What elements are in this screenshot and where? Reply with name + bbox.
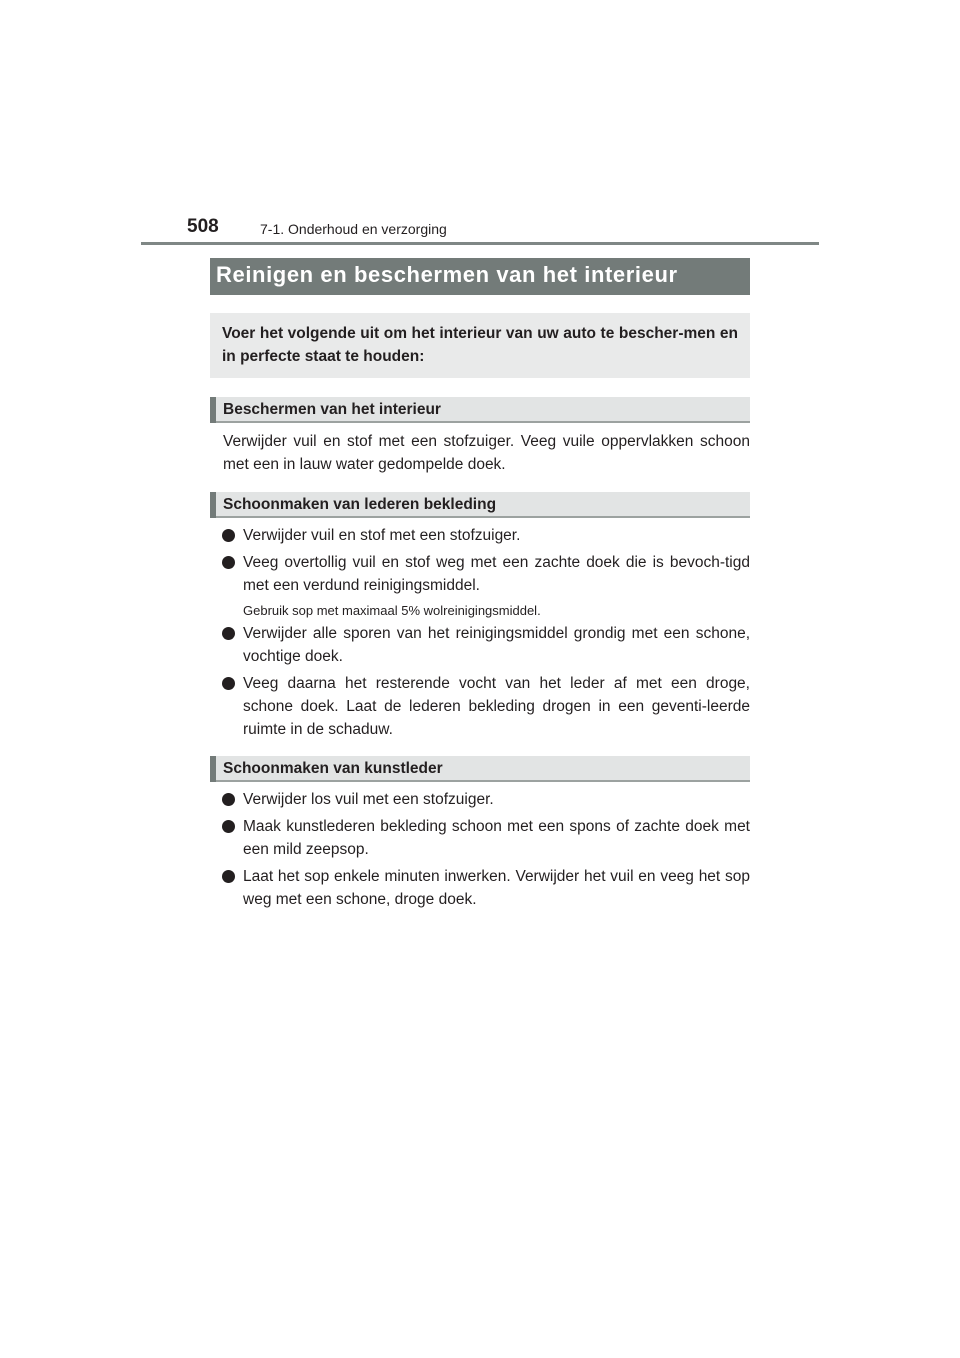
list-item	[243, 672, 750, 741]
leather-note: Gebruik sop met maximaal 5% wolreinigingsmiddel.	[243, 603, 541, 618]
leather-list	[210, 524, 750, 597]
subhead-leather: Schoonmaken van lederen bekleding	[210, 492, 750, 518]
bullet-icon	[222, 820, 235, 833]
list-item-text: Veeg daarna het resterende vocht van het leder af met een droge, schone doek. Laat de lederen bekleding drogen in een geventi-leerde ruimte in de schaduw.	[243, 675, 750, 738]
protect-text: Verwijder vuil en stof met een stofzuiger. Veeg vuile oppervlakken schoon met een in lauw water gedompelde doek.	[223, 433, 750, 473]
page-number: 508	[187, 216, 219, 237]
bullet-icon	[222, 556, 235, 569]
list-item-text: Verwijder los vuil met een stofzuiger.	[243, 791, 494, 808]
page-title: Reinigen en beschermen van het interieur	[210, 258, 750, 295]
list-item	[243, 551, 750, 597]
bullet-icon	[222, 870, 235, 883]
list-item-text: Veeg overtollig vuil en stof weg met een zachte doek die is bevoch-tigd met een verdund reinigingsmiddel.	[243, 554, 750, 594]
list-item	[243, 524, 750, 547]
intro-box: Voer het volgende uit om het interieur van uw auto te bescher-men en in perfecte staat te houden:	[210, 313, 750, 378]
bullet-icon	[222, 529, 235, 542]
bullet-icon	[222, 677, 235, 690]
list-item-text: Verwijder alle sporen van het reinigingsmiddel grondig met een schone, vochtige doek.	[243, 625, 750, 665]
header-rule	[141, 242, 819, 245]
list-item	[243, 815, 750, 861]
subhead-synthetic: Schoonmaken van kunstleder	[210, 756, 750, 782]
page-content	[210, 258, 750, 911]
list-item-text: Maak kunstlederen bekleding schoon met een spons of zachte doek met een mild zeepsop.	[243, 818, 750, 858]
list-item-text: Verwijder vuil en stof met een stofzuiger.	[243, 527, 521, 544]
section-reference: 7-1. Onderhoud en verzorging	[260, 221, 447, 237]
list-item	[243, 622, 750, 668]
synthetic-list	[210, 788, 750, 911]
bullet-icon	[222, 793, 235, 806]
bullet-icon	[222, 627, 235, 640]
leather-list-continued	[210, 622, 750, 741]
list-item	[243, 865, 750, 911]
list-item	[243, 788, 750, 811]
subhead-protect: Beschermen van het interieur	[210, 397, 750, 423]
list-item-text: Laat het sop enkele minuten inwerken. Verwijder het vuil en veeg het sop weg met een schone, droge doek.	[243, 868, 750, 908]
